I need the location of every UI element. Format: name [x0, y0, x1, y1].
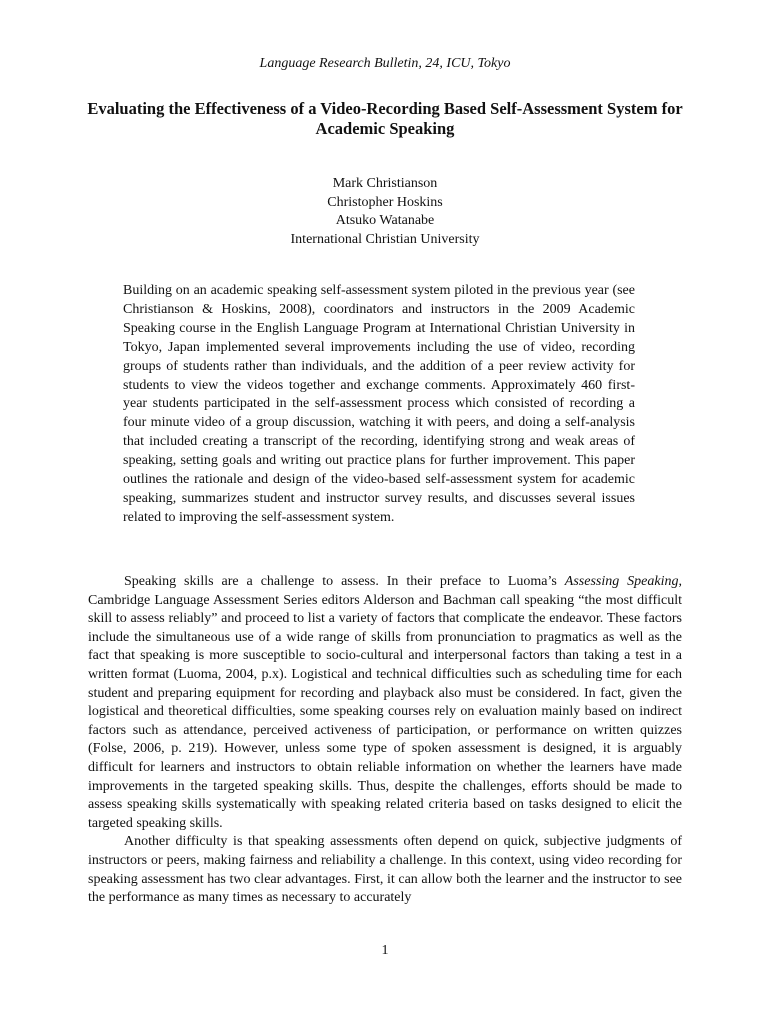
body-text-run: Speaking skills are a challenge to assess. In their preface to Luoma’s — [124, 574, 565, 589]
author-name: Mark Christianson — [332, 176, 438, 191]
book-title: Assessing Speaking — [564, 574, 679, 589]
author-affiliation: International Christian University — [290, 231, 480, 247]
body-paragraph — [88, 573, 682, 833]
abstract: Building on an academic speaking self-assessment system piloted in the previous year (see Christianson & Hoskins, 2008), coordinators and instructors in the 2009 Academic Speaking course in the English Language Program at International Christian University in Tokyo, Japan implemented several improvements including the use of video, recording groups of students rather than individuals, and the addition of a peer review activity for students to view the videos together and exchange comments. Approximately 460 first-year students participated in the self-assessment process which consisted of recording a four minute video of a group discussion, watching it with peers, and doing a self-analysis that included creating a transcript of the recording, identifying strong and weak areas of speaking, setting goals and writing out practice plans for further improvement. This paper outlines the rationale and design of the video-based self-assessment system for academic speaking, summarizes student and instructor survey results, and discusses several issues related to improving the self-assessment system. — [123, 283, 635, 525]
body-paragraph: Another difficulty is that speaking assessments often depend on quick, subjective judgments of instructors or peers, making fairness and reliability a challenge. In this context, using video recording for speaking assessment has two clear advantages. First, it can allow both the learner and the instructor to see the performance as many times as necessary to accurately — [88, 834, 682, 906]
body-text-run: , Cambridge Language Assessment Series editors Alderson and Bachman call speaking “the most difficult skill to assess reliably” and proceed to list a variety of factors that complicate the endeavor. These factors include the simultaneous use of a wide range of skills from pronunciation to pragmatics as well as the fact that speaking is more susceptible to socio-cultural and interpersonal factors than taking a test in a written format (Luoma, 2004, p.x). Logistical and technical difficulties such as scheduling time for each student and preparing equipment for recording and playback also must be considered. In fact, given the logistical and theoretical difficulties, some speaking courses rely on evaluation mainly based on indirect factors such as attendance, perceived activeness of participation, or performance on written quizzes (Folse, 2006, p. 219). However, unless some type of spoken assessment is designed, it is arguably difficult for learners and instructors to obtain reliable information on whether the learners have made improvements in the targeted speaking skills. Thus, despite the challenges, efforts should be made to assess speaking skills systematically with speaking related criteria based on tasks designed to elicit the targeted speaking skills. — [88, 574, 682, 831]
running-head: Language Research Bulletin, 24, ICU, Tokyo — [259, 56, 511, 71]
author-block — [0, 175, 770, 249]
author-name: Christopher Hoskins — [327, 194, 443, 210]
page-number: 1 — [381, 943, 389, 958]
author-name: Atsuko Watanabe — [335, 213, 435, 228]
body-text — [88, 573, 682, 908]
paper-title: Evaluating the Effectiveness of a Video-Recording Based Self-Assessment System for Academic Speaking — [87, 99, 683, 138]
